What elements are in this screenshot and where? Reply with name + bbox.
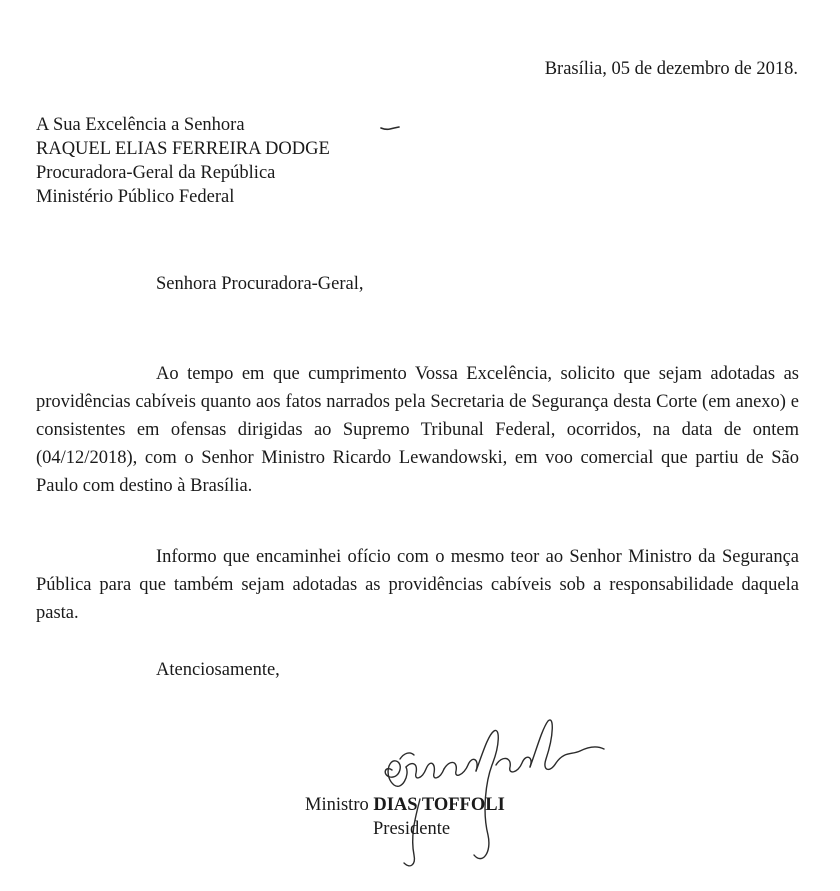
salutation: Senhora Procuradora-Geral, xyxy=(156,274,364,294)
signer-role: Presidente xyxy=(373,819,451,839)
signer-name: DIAS TOFFOLI xyxy=(373,795,505,815)
addressee-institution: Ministério Público Federal xyxy=(36,187,235,207)
signer-title: Ministro xyxy=(305,795,374,815)
addressee-name: RAQUEL ELIAS FERREIRA DODGE xyxy=(36,139,330,159)
body-paragraph-2: Informo que encaminhei ofício com o mesmo teor ao Senhor Ministro da Segurança Pública para que também sejam adotadas as providências cabíveis sob a responsabilidade daquela pasta. xyxy=(36,547,799,623)
addressee-line-1: A Sua Excelência a Senhora xyxy=(36,115,245,135)
closing: Atenciosamente, xyxy=(156,660,280,680)
addressee-block xyxy=(36,113,330,209)
body-paragraph-1: Ao tempo em que cumprimento Vossa Excelência, solicito que sejam adotadas as providências cabíveis quanto aos fatos narrados pela Secretaria de Segurança desta Corte (em anexo) e consistentes em ofensas dirigidas ao Supremo Tribunal Federal, ocorridos, na data de ontem (04/12/2018), com o Senhor Ministro Ricardo Lewandowski, em voo comercial que partiu de São Paulo com destino à Brasília. xyxy=(36,364,799,496)
addressee-position: Procuradora-Geral da República xyxy=(36,163,276,183)
pen-mark xyxy=(380,124,400,134)
signer-line xyxy=(305,793,505,817)
date-line: Brasília, 05 de dezembro de 2018. xyxy=(544,59,798,79)
